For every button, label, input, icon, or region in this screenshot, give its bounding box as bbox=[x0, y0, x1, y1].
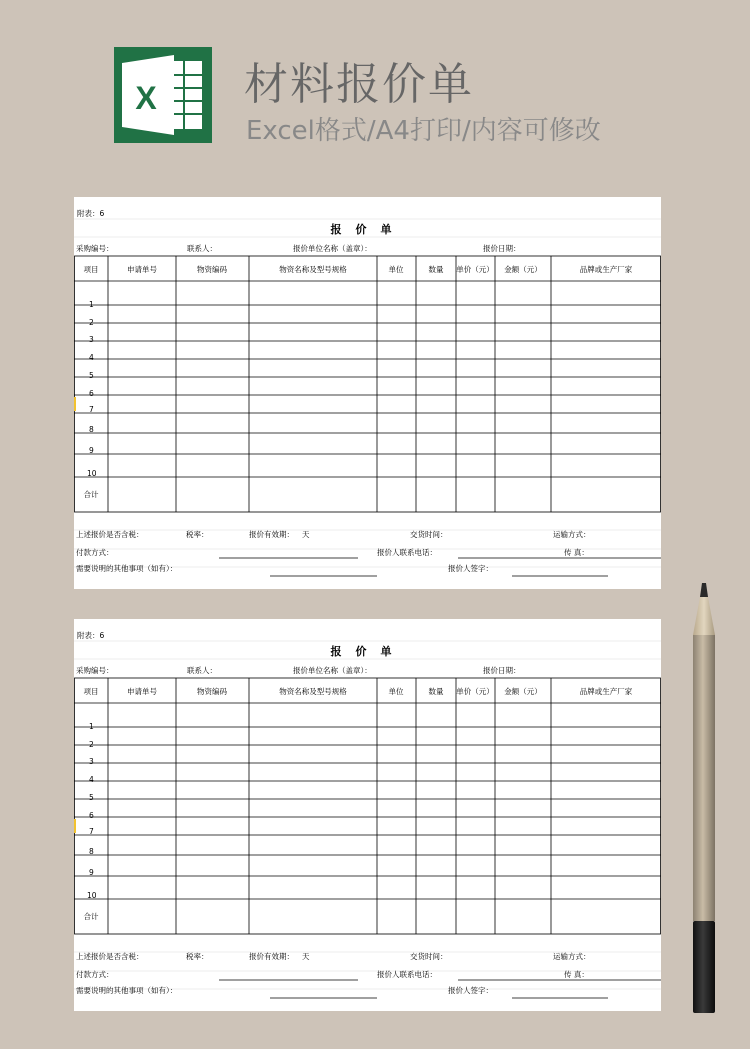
tax-included-label: 上述报价是否含税： bbox=[76, 530, 144, 539]
days-label: 天 bbox=[302, 530, 310, 539]
row-number: 4 bbox=[89, 353, 94, 362]
contact-label: 联系人： bbox=[187, 244, 217, 253]
row-number: 7 bbox=[89, 405, 94, 414]
attachment-label: 附表：6 bbox=[77, 631, 105, 640]
excel-logo-letter: X bbox=[135, 80, 157, 116]
tax-rate-label: 税率： bbox=[186, 530, 209, 539]
row-number: 2 bbox=[89, 740, 94, 749]
column-header: 单位 bbox=[388, 687, 404, 696]
column-header: 品牌或生产厂家 bbox=[579, 265, 633, 274]
row-number: 3 bbox=[89, 757, 94, 766]
column-header: 物资名称及型号规格 bbox=[279, 687, 347, 696]
row-marker bbox=[74, 819, 76, 833]
column-header: 物资编码 bbox=[197, 687, 227, 696]
column-header: 品牌或生产厂家 bbox=[579, 687, 633, 696]
validity-label: 报价有效期： bbox=[249, 530, 294, 539]
row-number: 4 bbox=[89, 775, 94, 784]
purchase-no-label: 采购编号： bbox=[76, 666, 114, 675]
tax-included-label: 上述报价是否含税： bbox=[76, 952, 144, 961]
quote-unit-label: 报价单位名称（盖章）： bbox=[293, 666, 372, 675]
row-number: 9 bbox=[89, 868, 94, 877]
row-number: 10 bbox=[87, 891, 97, 900]
tax-rate-label: 税率： bbox=[186, 952, 209, 961]
column-header: 物资编码 bbox=[197, 265, 227, 274]
row-number: 1 bbox=[89, 300, 94, 309]
excel-icon bbox=[114, 47, 212, 143]
column-header: 项目 bbox=[83, 687, 99, 696]
column-header: 申请单号 bbox=[127, 687, 157, 696]
quote-unit-label: 报价单位名称（盖章）： bbox=[293, 244, 372, 253]
row-number: 6 bbox=[89, 811, 94, 820]
column-header: 项目 bbox=[83, 265, 99, 274]
quote-sheet-1 bbox=[74, 197, 661, 589]
row-number: 5 bbox=[89, 793, 94, 802]
column-header: 金额（元） bbox=[504, 687, 542, 696]
row-number: 2 bbox=[89, 318, 94, 327]
attachment-label: 附表：6 bbox=[77, 209, 105, 218]
row-marker bbox=[74, 397, 76, 411]
quote-date-label: 报价日期： bbox=[483, 666, 521, 675]
column-header: 数量 bbox=[428, 687, 444, 696]
delivery-label: 交货时间： bbox=[410, 530, 448, 539]
row-number: 8 bbox=[89, 847, 94, 856]
payment-label: 付款方式： bbox=[76, 548, 114, 557]
phone-label: 报价人联系电话： bbox=[377, 548, 437, 557]
column-header: 数量 bbox=[428, 265, 444, 274]
row-number: 5 bbox=[89, 371, 94, 380]
days-label: 天 bbox=[302, 952, 310, 961]
page-subtitle: Excel格式/A4打印/内容可修改 bbox=[246, 116, 601, 146]
fax-label: 传 真： bbox=[564, 548, 589, 557]
quote-sheet-grid bbox=[74, 619, 661, 1011]
page-title: 材料报价单 bbox=[244, 59, 474, 110]
quote-sheet-2 bbox=[74, 619, 661, 1011]
total-label: 合计 bbox=[83, 490, 99, 499]
column-header: 金额（元） bbox=[504, 265, 542, 274]
row-number: 6 bbox=[89, 389, 94, 398]
column-header: 单位 bbox=[388, 265, 404, 274]
delivery-label: 交货时间： bbox=[410, 952, 448, 961]
row-number: 1 bbox=[89, 722, 94, 731]
row-number: 3 bbox=[89, 335, 94, 344]
quote-date-label: 报价日期： bbox=[483, 244, 521, 253]
row-number: 10 bbox=[87, 469, 97, 478]
other-label: 需要说明的其他事项（如有）： bbox=[76, 986, 178, 995]
purchase-no-label: 采购编号： bbox=[76, 244, 114, 253]
signature-label: 报价人签字： bbox=[448, 986, 493, 995]
column-header: 单价（元） bbox=[456, 265, 494, 274]
row-number: 9 bbox=[89, 446, 94, 455]
column-header: 单价（元） bbox=[456, 687, 494, 696]
other-label: 需要说明的其他事项（如有）： bbox=[76, 564, 178, 573]
sheet-title: 报价单 bbox=[330, 645, 406, 658]
total-label: 合计 bbox=[83, 912, 99, 921]
fax-label: 传 真： bbox=[564, 970, 589, 979]
row-number: 7 bbox=[89, 827, 94, 836]
column-header: 物资名称及型号规格 bbox=[279, 265, 347, 274]
signature-label: 报价人签字： bbox=[448, 564, 493, 573]
transport-label: 运输方式： bbox=[553, 530, 591, 539]
row-number: 8 bbox=[89, 425, 94, 434]
quote-sheet-grid bbox=[74, 197, 661, 589]
validity-label: 报价有效期： bbox=[249, 952, 294, 961]
sheet-title: 报价单 bbox=[330, 223, 406, 236]
column-header: 申请单号 bbox=[127, 265, 157, 274]
contact-label: 联系人： bbox=[187, 666, 217, 675]
transport-label: 运输方式： bbox=[553, 952, 591, 961]
payment-label: 付款方式： bbox=[76, 970, 114, 979]
pencil-decoration bbox=[689, 583, 719, 1013]
phone-label: 报价人联系电话： bbox=[377, 970, 437, 979]
excel-logo bbox=[114, 47, 212, 143]
pencil-icon bbox=[689, 583, 719, 1013]
